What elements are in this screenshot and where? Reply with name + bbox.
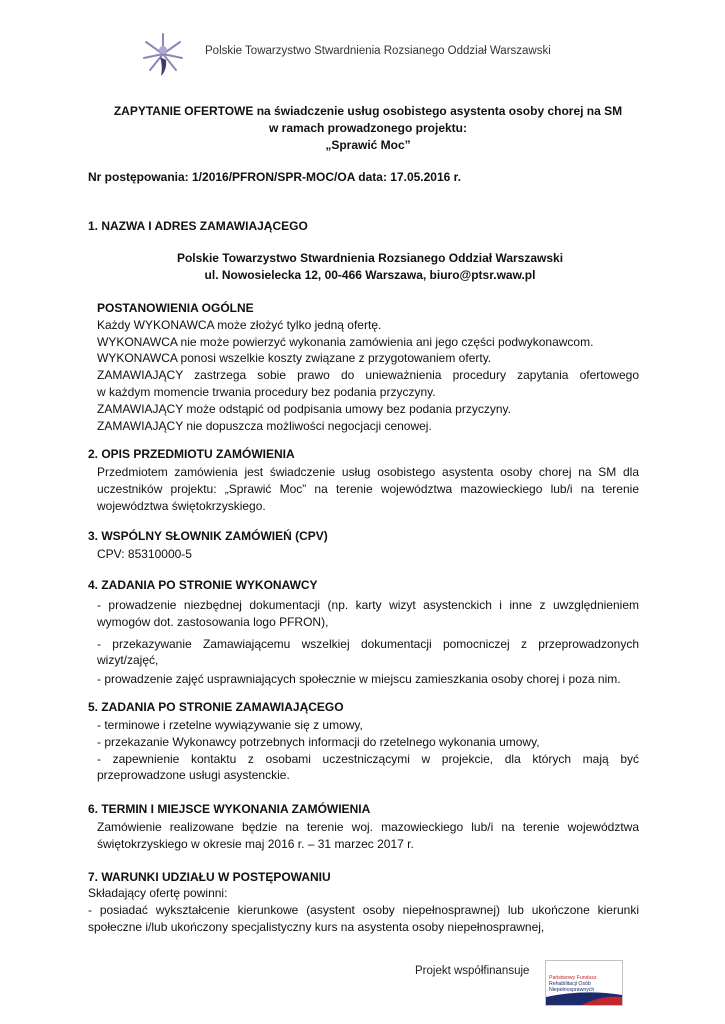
title-line: ZAPYTANIE OFERTOWE na świadczenie usług osobistego asystenta osoby chorej na SM (113, 104, 623, 118)
pfron-logo-text: Niepełnosprawnych (549, 987, 595, 993)
contractor-address (100, 250, 640, 284)
pfron-logo-icon (545, 960, 623, 1006)
paragraph-line: - prowadzenie niezbędnej dokumentacji (np. karty wizyt asystenckich i inne z uwzględnieniem (97, 598, 639, 612)
pfron-logo-text: Rehabilitacji Osób (549, 981, 591, 987)
section-body (97, 717, 639, 784)
address-line: Polskie Towarzystwo Stwardnienia Rozsianego Oddział Warszawski (176, 251, 564, 265)
pfron-swoosh-icon (546, 989, 622, 1005)
cofinance-label: Projekt współfinansuje (415, 965, 530, 977)
paragraph-line: Każdy WYKONAWCA może złożyć tylko jedną ofertę. (97, 317, 382, 332)
paragraph-line: - zapewnienie kontaktu z osobami uczestniczącymi w projekcie, dla których mają być (97, 751, 639, 766)
paragraph-line: - przekazywanie Zamawiającemu wszelkiej dokumentacji pomocniczej z przeprowadzonych (97, 636, 639, 651)
section-heading: 7. WARUNKI UDZIAŁU W POSTĘPOWANIU (88, 870, 331, 884)
paragraph-line: ZAMAWIAJĄCY może odstąpić od podpisania umowy bez podania przyczyny. (97, 401, 511, 416)
address-line: ul. Nowosielecka 12, 00-466 Warszawa, biuro@ptsr.waw.pl (204, 268, 536, 282)
section-body (97, 464, 639, 514)
cpv-code: CPV: 85310000-5 (97, 547, 192, 561)
paragraph-line: województwa świętokrzyskiego. (97, 498, 266, 513)
org-header-text: Polskie Towarzystwo Stwardnienia Rozsianego Oddział Warszawski (205, 45, 551, 57)
ptsr-star-person-icon (140, 30, 186, 84)
paragraph-line: Składający ofertę powinni: (88, 886, 228, 900)
section-heading: 2. OPIS PRZEDMIOTU ZAMÓWIENIA (88, 447, 295, 461)
section-heading: 5. ZADANIA PO STRONIE ZAMAWIAJĄCEGO (88, 700, 344, 714)
paragraph-line: w każdym momencie trwania procedury bez podania przyczyny. (97, 384, 436, 399)
paragraph-line: Przedmiotem zamówienia jest świadczenie usług osobistego asystenta osoby chorej na SM dla (97, 465, 639, 479)
paragraph-line: WYKONAWCA nie może powierzyć wykonania zamówienia ani jego części podwykonawcom. (97, 334, 594, 349)
paragraph-line: wizyt/zajęć, (97, 653, 159, 668)
paragraph-line: ZAMAWIAJĄCY nie dopuszcza możliwości negocjacji cenowej. (97, 418, 432, 433)
paragraph-line: - posiadać wykształcenie kierunkowe (asystent osoby niepełnosprawnej) lub ukończone kierunki (88, 902, 639, 917)
paragraph-line: Zamówienie realizowane będzie na terenie woj. mazowieckiego lub/i na terenie województwa (97, 820, 639, 834)
section-body (97, 546, 639, 563)
paragraph-line: - przekazanie Wykonawcy potrzebnych informacji do rzetelnego wykonania umowy, (97, 734, 540, 749)
document-title (88, 103, 648, 154)
section-heading: 1. NAZWA I ADRES ZAMAWIAJĄCEGO (88, 219, 308, 233)
paragraph-line: wymogów dot. zastosowania logo PFRON), (97, 614, 329, 629)
pfron-logo-text: Państwowy Fundusz (549, 975, 597, 981)
section-heading: 6. TERMIN I MIEJSCE WYKONANIA ZAMÓWIENIA (88, 802, 371, 816)
general-provisions (97, 300, 639, 434)
section-body (97, 597, 639, 688)
subsection-heading: POSTANOWIENIA OGÓLNE (97, 301, 254, 315)
section-body (88, 885, 639, 935)
paragraph-line: WYKONAWCA ponosi wszelkie koszty związane z przygotowaniem oferty. (97, 351, 492, 366)
paragraph-line: uczestników projektu: „Sprawić Moc” na terenie województwa mazowieckiego lub/i na terenie (97, 481, 639, 496)
paragraph-line: przeprowadzone usługi asystenckie. (97, 768, 290, 783)
section-heading: 4. ZADANIA PO STRONIE WYKONAWCY (88, 578, 318, 592)
section-heading: 3. WSPÓLNY SŁOWNIK ZAMÓWIEŃ (CPV) (88, 529, 328, 543)
paragraph-line: społeczne i/lub ukończony specjalistyczny kurs na asystenta osoby niepełnosprawnej, (88, 919, 545, 934)
paragraph-line: - prowadzenie zajęć usprawniających społecznie w miejscu zamieszkania osoby chorej i poza nim. (97, 672, 621, 687)
section-body (97, 819, 639, 853)
paragraph-line: ZAMAWIAJĄCY zastrzega sobie prawo do unieważnienia procedury zapytania ofertowego (97, 368, 639, 383)
paragraph-line: świętokrzyskiego w okresie maj 2016 r. – 31 marzec 2017 r. (97, 836, 414, 851)
title-line: w ramach prowadzonego projektu: (268, 121, 468, 135)
procedure-reference: Nr postępowania: 1/2016/PFRON/SPR-MOC/OA data: 17.05.2016 r. (88, 170, 462, 184)
title-line: „Sprawić Moc” (325, 138, 411, 152)
paragraph-line: - terminowe i rzetelne wywiązywanie się z umowy, (97, 718, 363, 732)
